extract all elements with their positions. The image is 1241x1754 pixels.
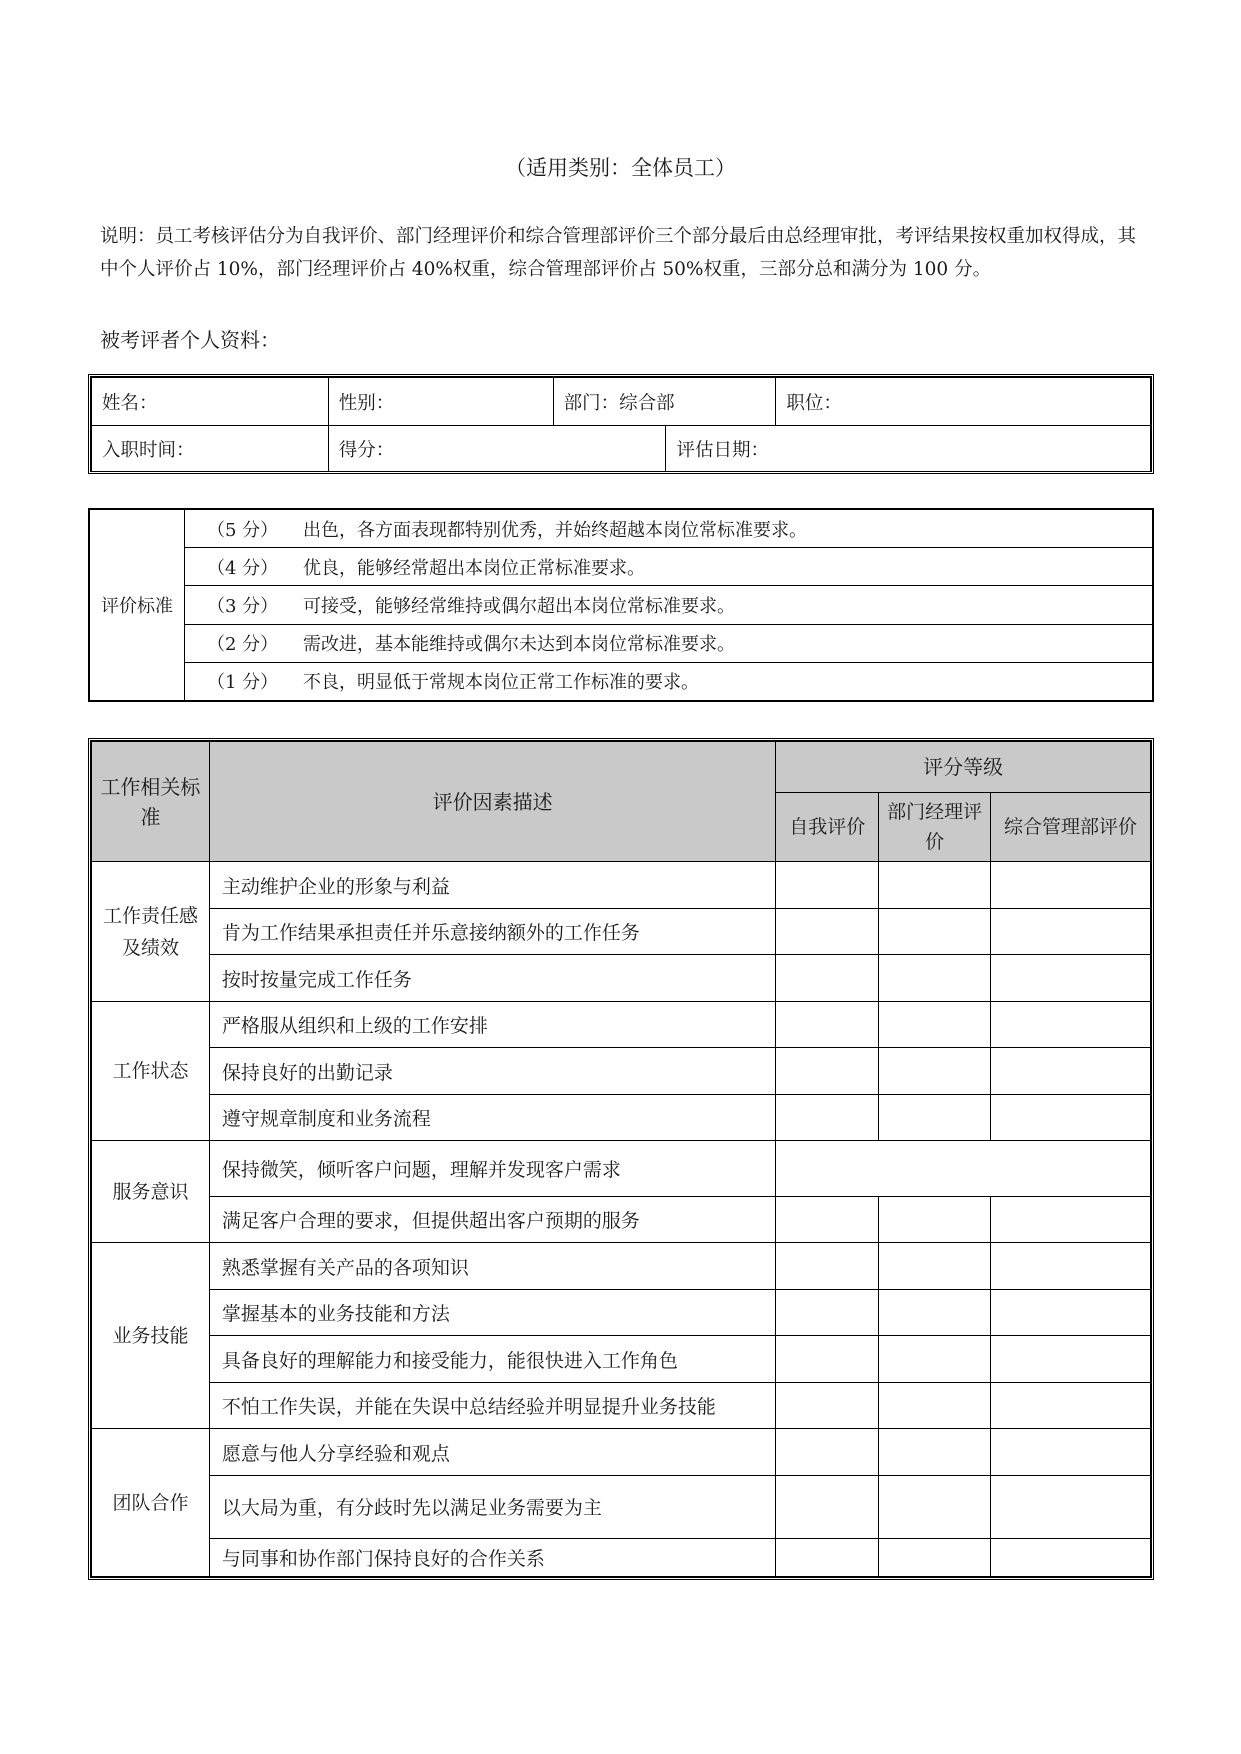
manager-score-cell[interactable] [879, 908, 991, 955]
admin-score-cell[interactable] [991, 1336, 1151, 1383]
hire-date-field[interactable]: 入职时间： [92, 426, 329, 472]
factor-cell: 以大局为重，有分歧时先以满足业务需要为主 [209, 1475, 775, 1538]
admin-score-cell[interactable] [991, 1538, 1151, 1576]
category-cell: 业务技能 [92, 1243, 210, 1429]
admin-score-cell[interactable] [991, 1382, 1151, 1429]
self-score-cell[interactable] [776, 1048, 879, 1095]
criteria-table [88, 508, 1154, 702]
name-field[interactable]: 姓名： [92, 378, 329, 426]
criteria-level-1: （1 分） 不良，明显低于常规本岗位正常工作标准的要求。 [185, 662, 1153, 700]
self-score-cell[interactable] [776, 1475, 879, 1538]
manager-score-cell[interactable] [879, 955, 991, 1002]
self-score-cell[interactable] [776, 1001, 879, 1048]
admin-score-cell[interactable] [991, 955, 1151, 1002]
admin-score-cell[interactable] [991, 1196, 1151, 1243]
manager-score-cell[interactable] [879, 862, 991, 909]
self-score-cell[interactable] [776, 1196, 879, 1243]
self-score-cell[interactable] [776, 1094, 879, 1141]
manager-score-cell[interactable] [879, 1243, 991, 1290]
factor-cell: 严格服从组织和上级的工作安排 [209, 1001, 775, 1048]
factor-cell: 不怕工作失误，并能在失误中总结经验并明显提升业务技能 [209, 1382, 775, 1429]
self-score-cell[interactable] [776, 1336, 879, 1383]
factor-cell: 满足客户合理的要求，但提供超出客户预期的服务 [209, 1196, 775, 1243]
header-manager-eval: 部门经理评价 [879, 792, 991, 862]
manager-score-cell[interactable] [879, 1429, 991, 1476]
criteria-level-5: （5 分） 出色，各方面表现都特别优秀，并始终超越本岗位常标准要求。 [185, 510, 1153, 548]
factor-cell: 遵守规章制度和业务流程 [209, 1094, 775, 1141]
form-description: 说明：员工考核评估分为自我评价、部门经理评价和综合管理部评价三个部分最后由总经理审批，考评结果按权重加权得成，其中个人评价占 10%，部门经理评价占 40%权重，综合管理部评价占 50%权重，三部分总和满分为 100 分。 [100, 226, 1137, 280]
factor-cell: 保持良好的出勤记录 [209, 1048, 775, 1095]
criteria-label: 评价标准 [90, 510, 185, 701]
gender-field[interactable]: 性别： [328, 378, 553, 426]
self-score-cell[interactable] [776, 1538, 879, 1576]
factor-cell: 掌握基本的业务技能和方法 [209, 1289, 775, 1336]
self-score-cell[interactable] [776, 862, 879, 909]
personal-info-table [88, 374, 1154, 474]
header-admin-eval: 综合管理部评价 [991, 792, 1151, 862]
manager-score-cell[interactable] [879, 1196, 991, 1243]
header-rating: 评分等级 [776, 742, 1151, 793]
admin-score-cell[interactable] [991, 908, 1151, 955]
header-self-eval: 自我评价 [776, 792, 879, 862]
admin-score-cell[interactable] [991, 1243, 1151, 1290]
self-score-cell[interactable] [776, 1289, 879, 1336]
category-cell: 工作状态 [92, 1001, 210, 1141]
admin-score-cell[interactable] [991, 1001, 1151, 1048]
admin-score-cell[interactable] [991, 1048, 1151, 1095]
manager-score-cell[interactable] [879, 1538, 991, 1576]
admin-score-cell[interactable] [991, 1289, 1151, 1336]
factor-cell: 保持微笑，倾听客户问题，理解并发现客户需求 [209, 1141, 775, 1197]
category-cell: 团队合作 [92, 1429, 210, 1577]
header-category: 工作相关标准 [92, 742, 210, 862]
eval-date-field[interactable]: 评估日期： [666, 426, 1151, 472]
personal-info-heading: 被考评者个人资料： [100, 328, 280, 352]
self-score-cell[interactable] [776, 1243, 879, 1290]
admin-score-cell[interactable] [991, 1475, 1151, 1538]
manager-score-cell[interactable] [879, 1094, 991, 1141]
score-cell-merged[interactable] [776, 1141, 1151, 1197]
manager-score-cell[interactable] [879, 1382, 991, 1429]
admin-score-cell[interactable] [991, 1094, 1151, 1141]
manager-score-cell[interactable] [879, 1001, 991, 1048]
header-description: 评价因素描述 [209, 742, 775, 862]
manager-score-cell[interactable] [879, 1475, 991, 1538]
factor-cell: 与同事和协作部门保持良好的合作关系 [209, 1538, 775, 1576]
self-score-cell[interactable] [776, 1429, 879, 1476]
criteria-level-4: （4 分） 优良，能够经常超出本岗位正常标准要求。 [185, 548, 1153, 586]
position-field[interactable]: 职位： [776, 378, 1151, 426]
factor-cell: 主动维护企业的形象与利益 [209, 862, 775, 909]
manager-score-cell[interactable] [879, 1289, 991, 1336]
self-score-cell[interactable] [776, 908, 879, 955]
admin-score-cell[interactable] [991, 862, 1151, 909]
factor-cell: 愿意与他人分享经验和观点 [209, 1429, 775, 1476]
self-score-cell[interactable] [776, 955, 879, 1002]
form-subtitle: （适用类别：全体员工） [505, 156, 736, 180]
factor-cell: 具备良好的理解能力和接受能力，能很快进入工作角色 [209, 1336, 775, 1383]
factor-cell: 按时按量完成工作任务 [209, 955, 775, 1002]
category-cell: 工作责任感及绩效 [92, 862, 210, 1002]
manager-score-cell[interactable] [879, 1336, 991, 1383]
evaluation-table [88, 738, 1154, 1580]
category-cell: 服务意识 [92, 1141, 210, 1243]
factor-cell: 肯为工作结果承担责任并乐意接纳额外的工作任务 [209, 908, 775, 955]
criteria-level-2: （2 分） 需改进，基本能维持或偶尔未达到本岗位常标准要求。 [185, 624, 1153, 662]
manager-score-cell[interactable] [879, 1048, 991, 1095]
score-field[interactable]: 得分： [328, 426, 666, 472]
department-field[interactable]: 部门：综合部 [553, 378, 776, 426]
factor-cell: 熟悉掌握有关产品的各项知识 [209, 1243, 775, 1290]
criteria-level-3: （3 分） 可接受，能够经常维持或偶尔超出本岗位常标准要求。 [185, 586, 1153, 624]
self-score-cell[interactable] [776, 1382, 879, 1429]
admin-score-cell[interactable] [991, 1429, 1151, 1476]
